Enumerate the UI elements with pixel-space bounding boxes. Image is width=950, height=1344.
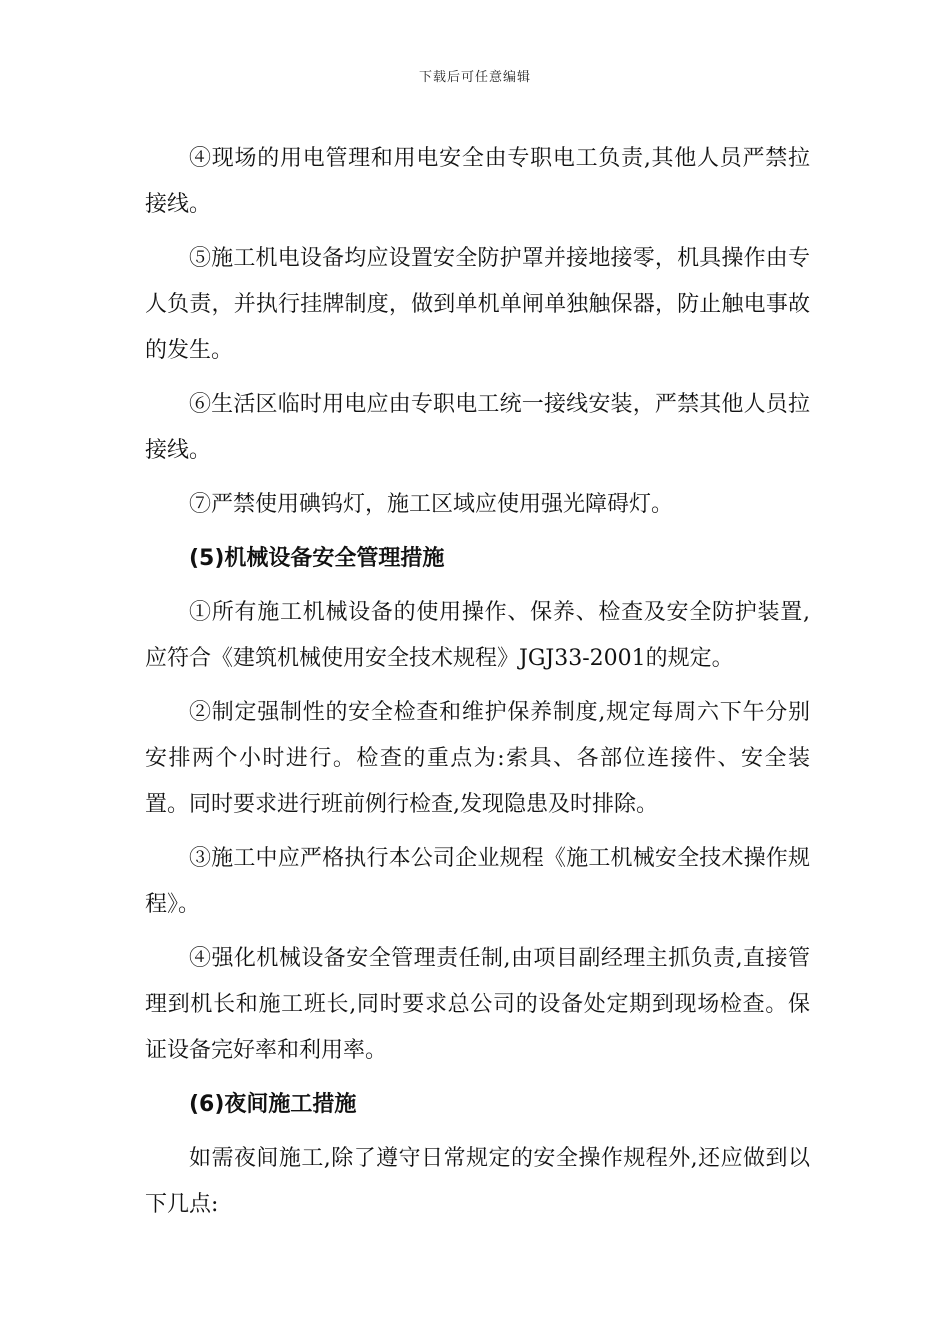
section-heading-night-work: (6)夜间施工措施 <box>189 1092 357 1117</box>
paragraph-electric-management: ④现场的用电管理和用电安全由专职电工负责,其他人员严禁拉接线。 <box>145 146 810 217</box>
paragraph-lamp-rule: ⑦严禁使用碘钨灯，施工区域应使用强光障碍灯。 <box>189 492 674 517</box>
paragraph-machinery-standards: ①所有施工机械设备的使用操作、保养、检查及安全防护装置,应符合《建筑机械使用安全技术规程》JGJ33-2001的规定。 <box>145 600 810 671</box>
document-body <box>145 136 810 1236</box>
paragraph-equipment-grounding: ⑤施工机电设备均应设置安全防护罩并接地接零，机具操作由专人负责，并执行挂牌制度，做到单机单闸单独触保器，防止触电事故的发生。 <box>145 246 810 363</box>
paragraph-responsibility: ④强化机械设备安全管理责任制,由项目副经理主抓负责,直接管理到机长和施工班长,同时要求总公司的设备处定期到现场检查。保证设备完好率和利用率。 <box>145 946 810 1063</box>
paragraph-living-area-power: ⑥生活区临时用电应由专职电工统一接线安装，严禁其他人员拉接线。 <box>145 392 810 463</box>
paragraph-night-work-intro: 如需夜间施工,除了遵守日常规定的安全操作规程外,还应做到以下几点: <box>145 1146 810 1217</box>
page-header: 下载后可任意编辑 <box>418 70 531 85</box>
paragraph-company-rules: ③施工中应严格执行本公司企业规程《施工机械安全技术操作规程》。 <box>145 846 810 917</box>
section-heading-machinery: (5)机械设备安全管理措施 <box>189 546 445 571</box>
paragraph-inspection-system: ②制定强制性的安全检查和维护保养制度,规定每周六下午分别安排两个小时进行。检查的重点为:索具、各部位连接件、安全装置。同时要求进行班前例行检查,发现隐患及时排除。 <box>145 700 810 817</box>
